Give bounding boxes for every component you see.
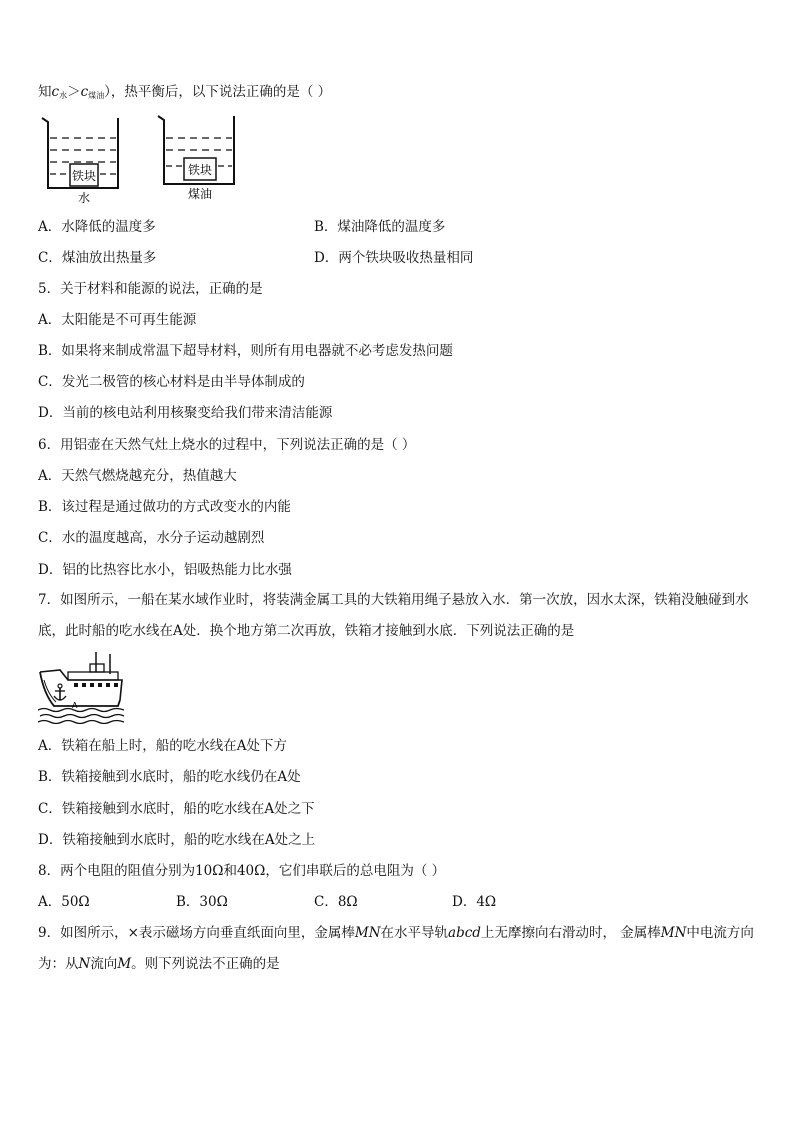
q9-point-m: M bbox=[117, 956, 132, 972]
q4-option-a: A．水降低的温度多 bbox=[38, 219, 156, 235]
left-beaker bbox=[42, 118, 118, 204]
q4-stem bbox=[38, 83, 331, 105]
q8-option-d: D．4Ω bbox=[452, 894, 497, 910]
q6-stem: 6．用铝壶在天然气灶上烧水的过程中，下列说法正确的是（ ） bbox=[38, 437, 416, 453]
q7-option-d: D．铁箱接触到水底时，船的吃水线在A处之上 bbox=[38, 832, 316, 848]
q7-option-b: B．铁箱接触到水底时，船的吃水线仍在A处 bbox=[38, 769, 301, 785]
right-beaker bbox=[158, 116, 234, 201]
q7-stem: 7．如图所示，一船在某水域作业时，将装满金属工具的大铁箱用绳子悬放入水．第一次放，因水太深，铁箱没触碰到水底，此时船的吃水线在A处．换个地方第二次再放，铁箱才接触到水底．下列说法正确的是 bbox=[38, 592, 749, 639]
q6-option-b: B．该过程是通过做功的方式改变水的内能 bbox=[38, 499, 291, 515]
c-water-subscript: 水 bbox=[59, 91, 68, 100]
q4-stem-pre: 知 bbox=[38, 84, 52, 100]
q9-text-1: 9．如图所示，×表示磁场方向垂直纸面向里，金属棒 bbox=[38, 925, 355, 941]
q4-option-c: C．煤油放出热量多 bbox=[38, 250, 157, 266]
anchor-icon bbox=[54, 684, 66, 700]
q9-point-n: N bbox=[78, 956, 91, 972]
c-kerosene-subscript: 煤油 bbox=[88, 91, 105, 100]
q4-option-d: D．两个铁块吸收热量相同 bbox=[314, 250, 474, 266]
q5-stem: 5．关于材料和能源的说法，正确的是 bbox=[38, 281, 263, 297]
q6-option-c: C．水的温度越高，水分子运动越剧烈 bbox=[38, 530, 265, 546]
q4-option-b: B．煤油降低的温度多 bbox=[314, 219, 446, 235]
q9-rod-mn-2: MN bbox=[660, 925, 687, 941]
q9-text-5: 流向 bbox=[90, 956, 118, 972]
q9-stem bbox=[38, 918, 760, 980]
q9-text-4: 中电流方向为：从 bbox=[38, 925, 754, 972]
left-liquid-label: 水 bbox=[77, 191, 91, 204]
ship-figure bbox=[38, 650, 126, 724]
left-block-label: 铁块 bbox=[71, 169, 97, 183]
q5-option-b: B．如果将来制成常温下超导材料，则所有用电器就不必考虑发热问题 bbox=[38, 343, 453, 359]
c-kerosene-symbol: c bbox=[80, 84, 89, 100]
q6-option-a: A．天然气燃烧越充分，热值越大 bbox=[38, 468, 237, 484]
q5-option-c: C．发光二极管的核心材料是由半导体制成的 bbox=[38, 374, 305, 390]
q5-option-a: A．太阳能是不可再生能源 bbox=[38, 312, 197, 328]
right-liquid-label: 煤油 bbox=[187, 187, 213, 201]
beakers-figure bbox=[38, 112, 242, 204]
q7-option-c: C．铁箱接触到水底时，船的吃水线在A处之下 bbox=[38, 801, 315, 817]
q8-option-c: C．8Ω bbox=[314, 894, 358, 910]
q8-option-a: A．50Ω bbox=[38, 894, 90, 910]
q8-option-b: B．30Ω bbox=[176, 894, 228, 910]
c-water-symbol: c bbox=[51, 84, 60, 100]
q4-stem-post: ），热平衡后，以下说法正确的是（ ） bbox=[104, 84, 332, 100]
q5-option-d: D．当前的核电站利用核聚变给我们带来清洁能源 bbox=[38, 405, 333, 421]
q9-rod-mn-1: MN bbox=[354, 925, 381, 941]
q9-text-2: 在水平导轨 bbox=[380, 925, 449, 941]
q9-text-3: 上无摩擦向右滑动时， 金属棒 bbox=[480, 925, 661, 941]
right-block-label: 铁块 bbox=[187, 163, 213, 177]
q9-rail-abcd: abcd bbox=[448, 925, 481, 941]
q6-option-d: D．铝的比热容比水小，铝吸热能力比水强 bbox=[38, 562, 292, 578]
q9-text-6: 。则下列说法不正确的是 bbox=[131, 956, 280, 972]
q7-option-a: A．铁箱在船上时，船的吃水线在A处下方 bbox=[38, 738, 287, 754]
greater-than: ＞ bbox=[67, 84, 81, 100]
waterline-a-label: A bbox=[72, 701, 78, 710]
q8-stem: 8．两个电阻的阻值分别为10Ω和40Ω，它们串联后的总电阻为（ ） bbox=[38, 863, 446, 879]
